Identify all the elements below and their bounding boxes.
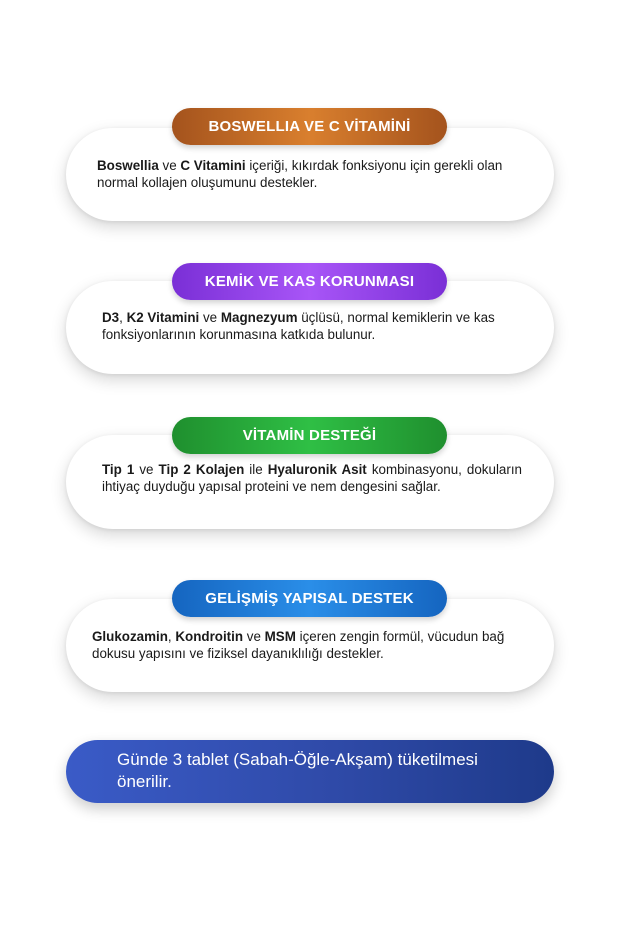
text-fragment: , bbox=[167, 629, 176, 644]
highlight-term: Tip 1 bbox=[102, 462, 135, 477]
section-text-kemik bbox=[102, 309, 522, 343]
text-fragment: ve bbox=[199, 310, 221, 325]
text-fragment: içeren zengin formül, vücudun bağ dokusu yapısını ve fiziksel dayanıklılığı destekler. bbox=[92, 629, 505, 661]
section-text-vitamin bbox=[102, 461, 522, 495]
text-fragment: , bbox=[119, 310, 127, 325]
section-title-yapisal: GELİŞMİŞ YAPISAL DESTEK bbox=[172, 580, 447, 617]
usage-banner-text: Günde 3 tablet (Sabah-Öğle-Akşam) tüketilmesi önerilir. bbox=[117, 750, 478, 791]
text-fragment: kombinasyonu, dokuların ihtiyaç duyduğu yapısal proteini ve nem dengesini sağlar. bbox=[102, 462, 522, 494]
highlight-term: Hyaluronik Asit bbox=[267, 462, 367, 477]
text-fragment: ve bbox=[158, 158, 181, 173]
text-fragment: içeriği, kıkırdak fonksiyonu için gerekli olan normal kollajen oluşumunu destekler. bbox=[97, 158, 503, 190]
text-fragment: üçlüsü, normal kemiklerin ve kas fonksiyonlarının korunmasına katkıda bulunur. bbox=[102, 310, 495, 342]
highlight-term: K2 Vitamini bbox=[126, 310, 200, 325]
highlight-term: Glukozamin bbox=[92, 629, 168, 644]
section-text-yapisal bbox=[92, 628, 532, 662]
highlight-term: D3 bbox=[102, 310, 120, 325]
text-fragment: ile bbox=[244, 462, 268, 477]
text-fragment: ve bbox=[243, 629, 265, 644]
text-fragment: ve bbox=[134, 462, 159, 477]
highlight-term: Kondroitin bbox=[175, 629, 244, 644]
section-title-vitamin: VİTAMİN DESTEĞİ bbox=[172, 417, 447, 454]
highlight-term: C Vitamini bbox=[180, 158, 246, 173]
highlight-term: MSM bbox=[264, 629, 296, 644]
highlight-term: Boswellia bbox=[97, 158, 159, 173]
highlight-term: Magnezyum bbox=[220, 310, 298, 325]
section-title-boswellia: BOSWELLIA VE C VİTAMİNİ bbox=[172, 108, 447, 145]
highlight-term: Tip 2 Kolajen bbox=[158, 462, 245, 477]
section-text-boswellia bbox=[97, 157, 527, 191]
section-title-kemik: KEMİK VE KAS KORUNMASI bbox=[172, 263, 447, 300]
